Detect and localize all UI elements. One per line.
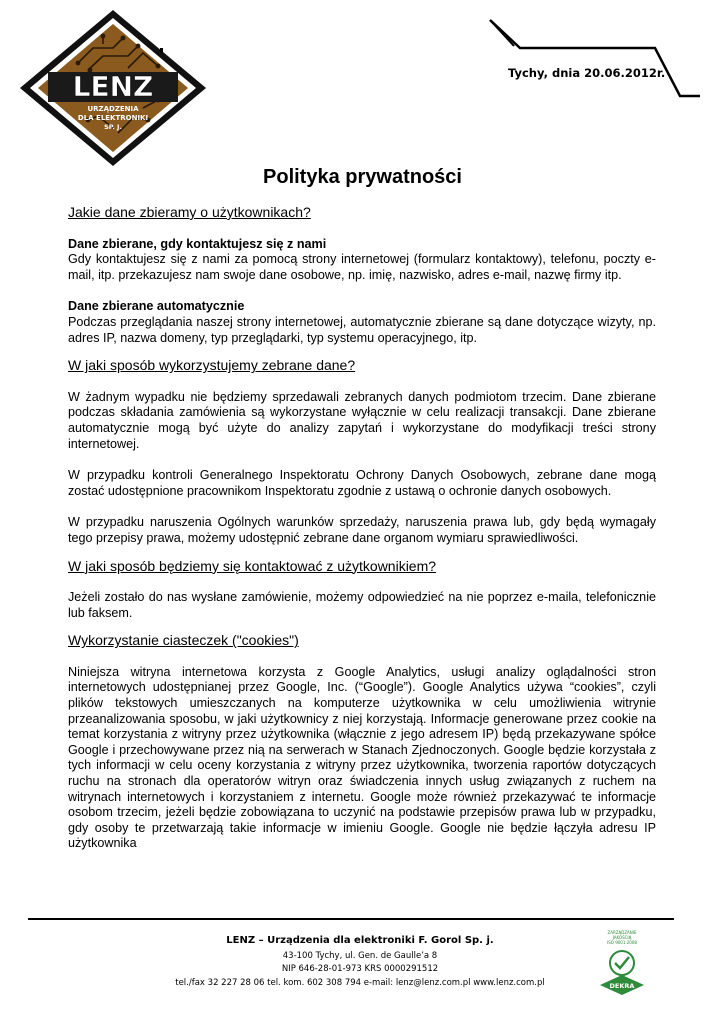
- footer: [120, 934, 600, 990]
- footer-registry: NIP 646-28-01-973 KRS 0000291512: [281, 964, 439, 975]
- header-frame: [0, 0, 725, 170]
- document-body: [68, 205, 656, 852]
- footer-company: LENZ – Urządzenia dla elektroniki F. Gorol Sp. j.: [226, 935, 494, 946]
- cert-line2: JAKOŚCIĄ: [612, 935, 632, 940]
- paragraph: W przypadku naruszenia Ogólnych warunków sprzedaży, naruszenia prawa lub, gdy będą wymagały tego przepisy prawa, możemy udostępnić zebrane dane organom wymiaru sprawiedliwości.: [68, 515, 656, 545]
- page-title: Polityka prywatności: [263, 166, 462, 188]
- paragraph: Podczas przeglądania naszej strony internetowej, automatycznie zbierane są dane dotyczące wizyty, np. adres IP, nazwa domeny, typ przeglądarki, typ systemu operacyjnego, itp.: [68, 314, 656, 345]
- dekra-badge-icon: [598, 945, 646, 997]
- paragraph: Niniejsza witryna internetowa korzysta z Google Analytics, usługi analizy oglądalności stron internetowych udostępnianej przez Google, Inc. (“Google”). Google Analytics używa “cookies”, czyli plików tekstowych umieszczanych na komputerze użytkownika w celu umożliwienia witrynie przeanalizowania sposobu, w jaki użytkownicy z niej korzystają. Informacje generowane przez cookie na temat korzystania z witryny przez użytkownika (włącznie z jego adresem IP) będą przekazywane spółce Google i przechowywane przez nią na serwerach w Stanach Zjednoczonych. Google będzie korzystała z tych informacji w celu oceny korzystania z witryny przez użytkownika, tworzenia raportów dotyczących ruchu na stronach dla operatorów witryn oraz świadczenia innych usług związanych z ruchem na witrynach internetowych i korzystaniem z internetu. Google może również przekazywać te informacje osobom trzecim, jeżeli będzie zobowiązana to uczynić na podstawie przepisów prawa lub w przypadku, gdy osoby te przetwarzają takie informacje w imieniu Google. Google nie będzie łączyła adresu IP użytkownika: [68, 664, 656, 851]
- document-date: Tychy, dnia 20.06.2012r.: [508, 66, 666, 80]
- footer-divider: [28, 918, 674, 920]
- cert-brand: DEKRA: [609, 982, 635, 990]
- section-heading: Jakie dane zbieramy o użytkownikach?: [68, 204, 311, 220]
- subheading: Dane zbierane automatycznie: [68, 299, 245, 314]
- subheading: Dane zbierane, gdy kontaktujesz się z nami: [68, 236, 327, 251]
- logo-line2: DLA ELEKTRONIKI: [77, 114, 149, 122]
- logo-line1: URZĄDZENIA: [87, 105, 139, 113]
- paragraph: W żadnym wypadku nie będziemy sprzedawali zebranych danych podmiotom trzecim. Dane zbierane podczas składania zamówienia są wykorzystane wyłącznie w celu realizacji transakcji. Dane zbierane automatycznie mogą być użyte do analizy zapytań i wykorzystane do modyfikacji treści strony internetowej.: [68, 389, 656, 451]
- dekra-certificate: [598, 930, 646, 1000]
- paragraph: W przypadku kontroli Generalnego Inspektoratu Ochrony Danych Osobowych, zebrane dane mogą zostać udostępnione pracownikom Inspektoratu zgodnie z ustawą o ochronie danych osobowych.: [68, 468, 656, 498]
- cert-line1: ZARZĄDZANIE: [607, 930, 637, 935]
- footer-address: 43-100 Tychy, ul. Gen. de Gaulle’a 8: [282, 950, 438, 961]
- paragraph: Jeżeli zostało do nas wysłane zamówienie, możemy odpowiedzieć na nie poprzez e-maila, telefonicznie lub faksem.: [68, 590, 656, 620]
- paragraph: Gdy kontaktujesz się z nami za pomocą strony internetowej (formularz kontaktowy), telefonu, poczty e-mail, itp. przekazujesz nam swoje dane osobowe, np. imię, nazwisko, adres e-mail, nazwę firmy itp.: [68, 252, 656, 282]
- section-heading: W jaki sposób będziemy się kontaktować z użytkownikiem?: [68, 557, 437, 574]
- section-heading: Wykorzystanie ciasteczek ("cookies"): [68, 632, 299, 649]
- section-heading: W jaki sposób wykorzystujemy zebrane dane?: [68, 357, 356, 374]
- cert-line3: ISO 9001:2008: [607, 940, 637, 945]
- footer-contact: tel./fax 32 227 28 06 tel. kom. 602 308 794 e-mail: lenz@lenz.com.pl www.lenz.com.pl: [175, 977, 545, 988]
- logo-brand: LENZ: [72, 70, 154, 103]
- logo-line3: SP. J.: [104, 123, 122, 131]
